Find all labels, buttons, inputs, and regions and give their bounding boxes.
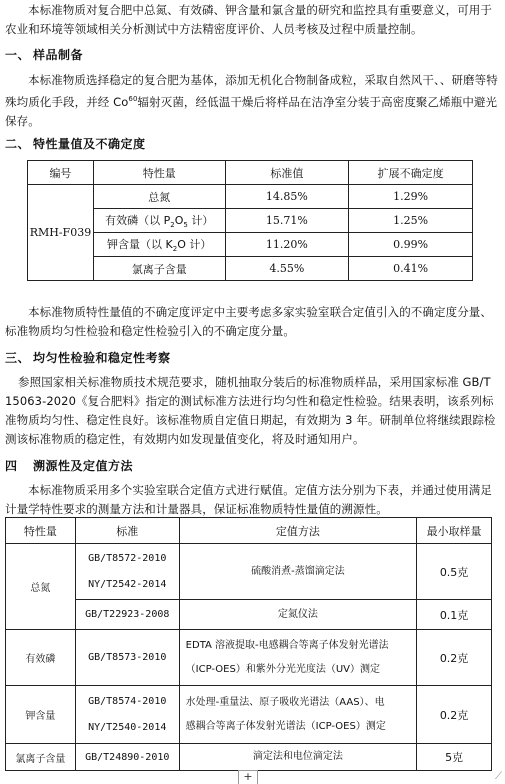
t2-row4-property: 钾含量 xyxy=(6,686,76,744)
t1-header-property: 特性量 xyxy=(93,161,225,185)
t1-row2-name-a: 有效磷（以 P xyxy=(105,213,171,227)
section-4-title: 溯源性及定值方法 xyxy=(33,459,134,473)
t1-header-uncertainty: 扩展不确定度 xyxy=(349,161,473,185)
prep-text-a: 本标准物质选择稳定的复合肥为基体，添加无机化合物制备成粒，采取自然风干、、研磨等特殊均质化手段，并经 Co xyxy=(5,73,498,109)
traceability-paragraph: 本标准物质采用多个实验室联合定值方式进行赋值。定值方法分别为下表，并通过使用满足计量学特性要求的测量方法和计量器具，保证标准物质特性量值的溯源性。 xyxy=(5,483,492,516)
t1-row2-sub: 2 xyxy=(170,221,175,230)
t2-row1-min: 0.5克 xyxy=(417,544,492,600)
section-1-title: 样品制备 xyxy=(33,48,84,62)
t2-header-standard: 标准 xyxy=(75,518,179,544)
section-4-number: 四 xyxy=(5,459,18,473)
t1-row1-name: 总氮 xyxy=(93,185,225,209)
section-3-heading xyxy=(5,349,171,366)
t2-row4-standard-2: NY/T2540-2014 xyxy=(88,721,167,733)
t2-row1-standard-1: GB/T8572-2010 xyxy=(88,552,167,564)
t2-header-property: 特性量 xyxy=(6,518,76,544)
t1-row2-uncertainty: 1.25% xyxy=(349,209,473,233)
t2-header-min-sample: 最小取样量 xyxy=(417,518,492,544)
t2-row4-method-line1: 水处理-重量法、原子吸收光谱法（AAS）、电 xyxy=(185,696,385,708)
t2-row5-min: 5克 xyxy=(417,744,492,771)
property-values-table xyxy=(27,160,473,281)
traceability-methods-table xyxy=(5,517,492,771)
t2-row4-standards xyxy=(75,686,179,744)
prep-superscript: 60 xyxy=(128,95,138,103)
t2-row2-standard: GB/T22923-2008 xyxy=(75,600,179,630)
t2-row2-method: 定氮仪法 xyxy=(179,600,416,630)
section-2-number: 二、 xyxy=(5,137,31,151)
intro-paragraph: 本标准物质对复合肥中总氮、有效磷、钾含量和氯含量的研究和监控具有重要意义，可用于农业和环境等领域相关分析测试中方法精密度评价、人员考核及过程中质量控制。 xyxy=(5,3,492,36)
section-3-title: 均匀性检验和稳定性考察 xyxy=(33,351,171,365)
t1-header-value: 标准值 xyxy=(225,161,349,185)
t1-row4-name: 氯离子含量 xyxy=(93,257,225,281)
t2-row4-method xyxy=(179,686,416,744)
t1-row4-uncertainty: 0.41% xyxy=(349,257,473,281)
uncertainty-paragraph: 本标准物质特性量值的不确定度评定中主要考虑多家实验室联合定值引入的不确定度分量、标准物质均匀性检验和稳定性检验引入的不确定度分量。 xyxy=(5,305,492,338)
t2-row3-standard: GB/T8573-2010 xyxy=(75,630,179,686)
t2-row4-method-line2: 感耦合等离子体发射光谱法（ICP-OES）测定 xyxy=(185,720,386,732)
t2-row5-standard: GB/T24890-2010 xyxy=(75,744,179,771)
t2-row2-min: 0.1克 xyxy=(417,600,492,630)
t2-row5-property: 氯离子含量 xyxy=(6,744,76,771)
section-3-number: 三、 xyxy=(5,351,31,365)
homogeneity-paragraph: 参照国家相关标准物质技术规范要求，随机抽取分装后的标准物质样品，采用国家标准 GB/T 15063-2020《复合肥料》指定的测试标准方法进行均匀性和稳定性检验。结果表明，该系列标准物质均匀性、稳定性良好。该标准物质自定值日期起，有效期为 3 年。研制单位将继续跟踪检测该标准物质的稳定性，有效期内如发现量值变化，将及时通知用户。 xyxy=(5,375,496,446)
t1-row3-value: 11.20% xyxy=(225,233,349,257)
section-1-number: 一、 xyxy=(5,48,31,62)
t1-row1-uncertainty: 1.29% xyxy=(349,185,473,209)
t1-row1-value: 14.85% xyxy=(225,185,349,209)
section-1-heading xyxy=(5,46,83,63)
resize-grip-icon[interactable]: ⟋ xyxy=(495,771,502,782)
t1-row3-name-a: 钾含量（以 K xyxy=(107,237,173,251)
t1-row2-name xyxy=(93,209,225,233)
t1-row3-sub: 2 xyxy=(172,245,178,254)
prep-text-b: 辐射灭菌，经低温干燥后将样品在洁净室分装于高密度聚乙烯瓶中避光保存。 xyxy=(5,94,498,128)
t2-row4-standard-1: GB/T8574-2010 xyxy=(88,695,167,707)
t2-row3-property: 有效磷 xyxy=(6,630,76,686)
section-4-heading xyxy=(5,457,133,474)
t1-row3-uncertainty: 0.99% xyxy=(349,233,473,257)
t2-row5-method: 滴定法和电位滴定法 xyxy=(179,744,416,771)
table-add-row-handle[interactable]: + xyxy=(238,770,258,784)
t2-row4-min: 0.2克 xyxy=(417,686,492,744)
t1-row2-value: 15.71% xyxy=(225,209,349,233)
t1-code-cell: RMH-F039 xyxy=(28,185,94,281)
t2-row3-method xyxy=(179,630,416,686)
prep-paragraph xyxy=(5,71,500,131)
section-2-heading xyxy=(5,135,146,152)
t1-row2-name-c: 计） xyxy=(187,213,214,227)
t2-row3-method-line2: （ICP-OES）和紫外分光光度法（UV）测定 xyxy=(185,663,380,675)
t2-row3-min: 0.2克 xyxy=(417,630,492,686)
t1-header-code: 编号 xyxy=(28,161,94,185)
t1-row4-value: 4.55% xyxy=(225,257,349,281)
section-2-title: 特性量值及不确定度 xyxy=(33,137,146,151)
t2-row1-standards xyxy=(75,544,179,600)
t2-row1-property: 总氮 xyxy=(6,544,76,630)
t1-row2-name-b: O xyxy=(174,213,184,227)
t2-row3-method-line1: EDTA 溶液提取-电感耦合等离子体发射光谱法 xyxy=(185,639,389,651)
t2-row1-method: 硫酸消煮-蒸馏滴定法 xyxy=(179,544,416,600)
t1-row3-name-b: O 计） xyxy=(177,237,212,251)
t2-row1-standard-2: NY/T2542-2014 xyxy=(88,578,167,590)
t2-header-method: 定值方法 xyxy=(179,518,416,544)
t1-row2-sub2: 5 xyxy=(183,221,188,230)
t1-row3-name xyxy=(93,233,225,257)
